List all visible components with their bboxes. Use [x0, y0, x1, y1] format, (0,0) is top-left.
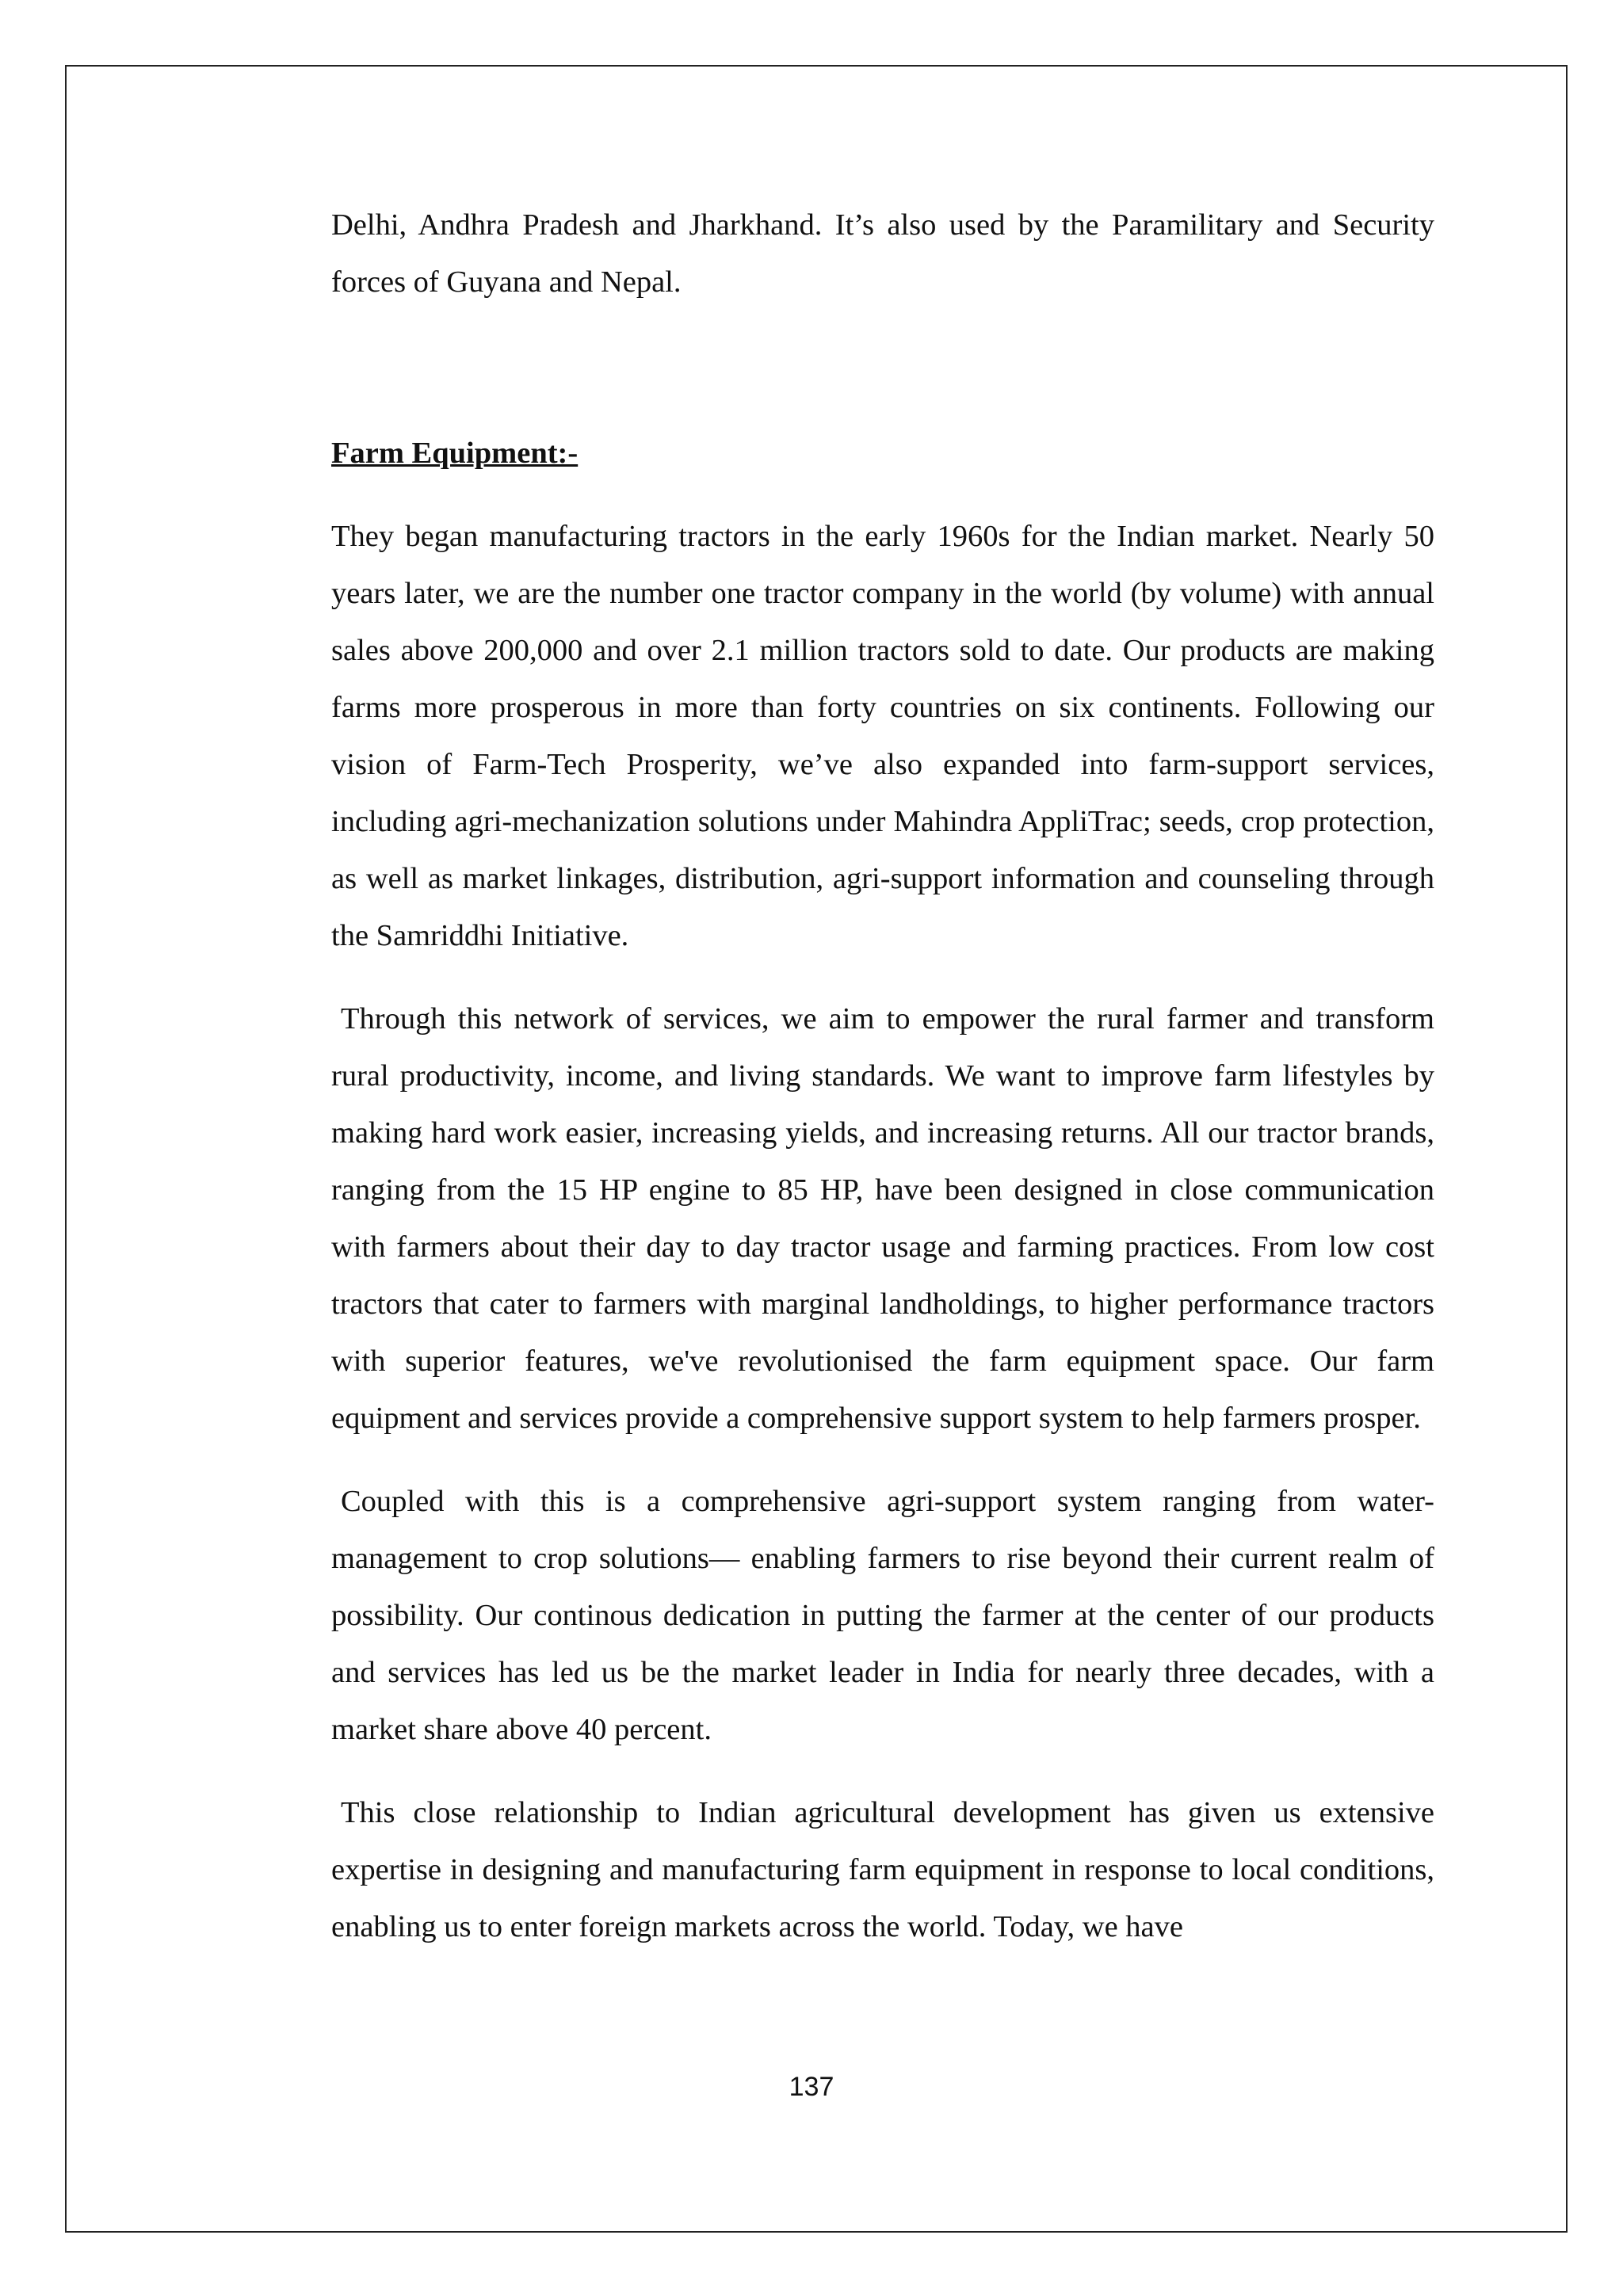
page-content [331, 196, 1434, 1955]
paragraph-services: Through this network of services, we aim to empower the rural farmer and transform rural productivity, income, and living standards. We want to improve farm lifestyles by making hard work easier, increasing yields, and increasing returns. All our tractor brands, ranging from the 15 HP engine to 85 HP, have been designed in close communication with farmers about their day to day tractor usage and farming practices. From low cost tractors that cater to farmers with marginal landholdings, to higher performance tractors with superior features, we've revolutionised the farm equipment space. Our farm equipment and services provide a comprehensive support system to help farmers prosper. [331, 1002, 1434, 1435]
paragraph-tractors: They began manufacturing tractors in the early 1960s for the Indian market. Nearly 50 years later, we are the number one tractor company in the world (by volume) with annual sales above 200,000 and over 2.1 million tractors sold to date. Our products are making farms more prosperous in more than forty countries on six continents. Following our vision of Farm-Tech Prosperity, we’ve also expanded into farm-support services, including agri-mechanization solutions under Mahindra AppliTrac; seeds, crop protection, as well as market linkages, distribution, agri-support information and counseling through the Samriddhi Initiative. [331, 520, 1434, 952]
paragraph-development: This close relationship to Indian agricultural development has given us extensive expertise in designing and manufacturing farm equipment in response to local conditions, enabling us to enter foreign markets across the world. Today, we have [331, 1796, 1434, 1943]
section-heading: Farm Equipment:- [331, 437, 579, 470]
paragraph-agri-support: Coupled with this is a comprehensive agri-support system ranging from water-management to crop solutions— enabling farmers to rise beyond their current realm of possibility. Our continous dedication in putting the farmer at the center of our products and services has led us be the market leader in India for nearly three decades, with a market share above 40 percent. [331, 1485, 1434, 1746]
intro-paragraph: Delhi, Andhra Pradesh and Jharkhand. It’s also used by the Paramilitary and Security forces of Guyana and Nepal. [331, 208, 1434, 299]
page-number: 137 [789, 2072, 834, 2102]
